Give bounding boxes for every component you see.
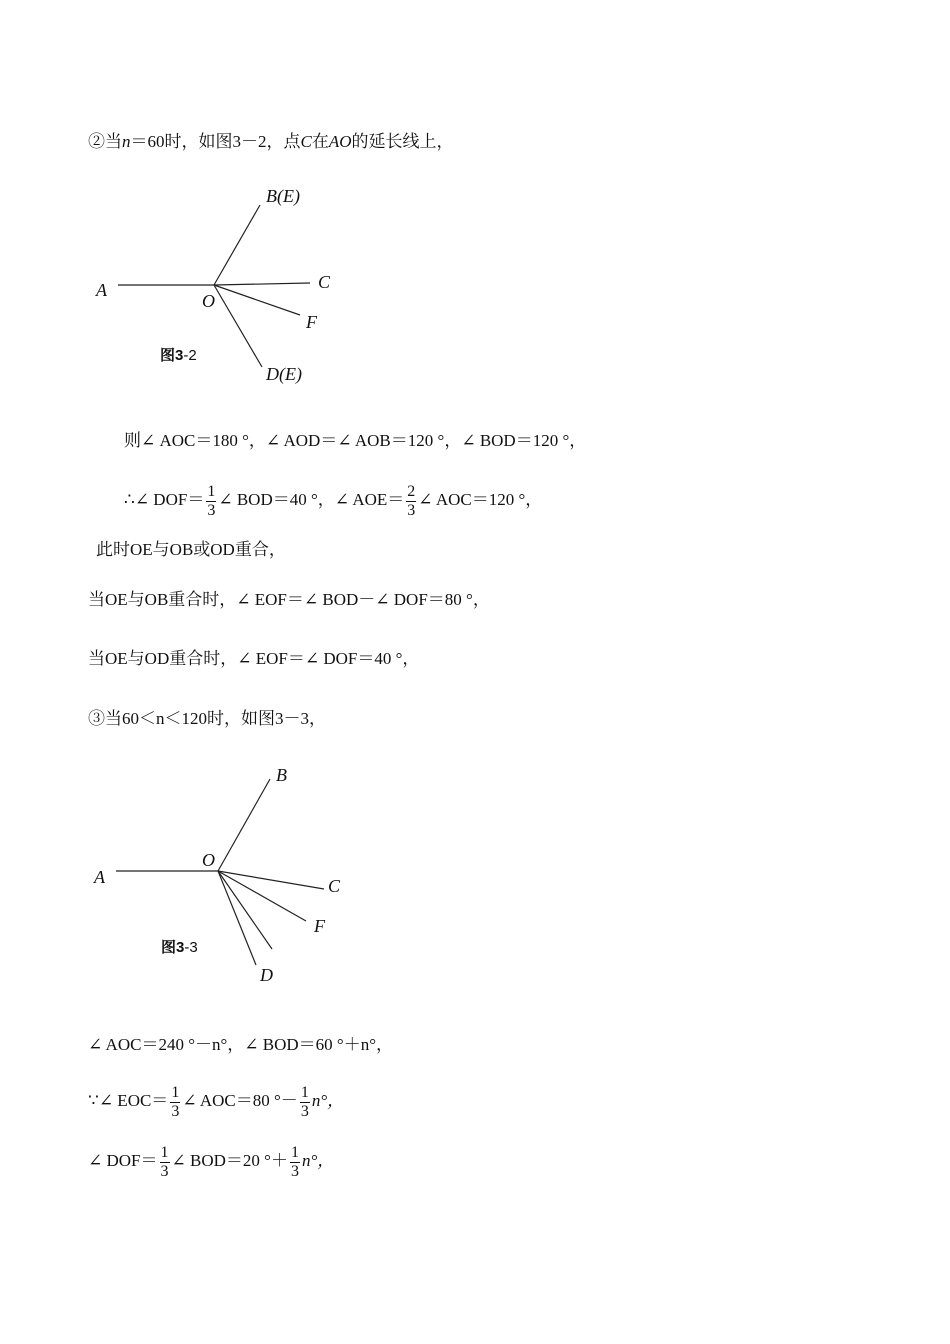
angles-in-n: ∠ AOC＝240 °－n°，∠ BOD＝60 °＋n°， xyxy=(88,1035,394,1054)
fraction-one-third: $\frac{1}{3}$ xyxy=(290,1143,299,1180)
caption-3-3: 图3-3 xyxy=(161,939,198,956)
fraction-one-third: $\frac{1}{3}$ xyxy=(300,1083,309,1120)
ray-ob xyxy=(214,205,260,285)
angles-statement: 则∠ AOC＝180 °，∠ AOD＝∠ AOB＝120 °，∠ BOD＝120 °， xyxy=(124,431,587,450)
caption-3-2: 图3-2 xyxy=(160,347,197,364)
fraction-one-third: $\frac{1}{3}$ xyxy=(171,1083,180,1120)
label-o: O xyxy=(202,850,215,870)
because-statement: ∵∠ EOC＝ $\frac{1}{3}$ ∠ AOC＝80 °－ $\frac{1}{3}$ n°， xyxy=(88,1083,345,1120)
label-f: F xyxy=(314,916,325,936)
label-b-e: B(E) xyxy=(266,186,300,206)
figure-3-3 xyxy=(90,755,360,995)
coincide-statement: 此时OE与OB或OD重合， xyxy=(96,540,286,559)
label-c: C xyxy=(318,272,331,292)
ray-oc xyxy=(214,283,310,285)
oe-od-case: 当OE与OD重合时，∠ EOF＝∠ DOF＝40 °， xyxy=(88,649,420,668)
label-f: F xyxy=(306,312,317,332)
therefore-statement: ∴∠ DOF＝ $\frac{1}{3}$ ∠ BOD＝40 °，∠ AOE＝ $\frac{2}{3}$ ∠ AOC＝120 °， xyxy=(124,482,543,519)
fraction-two-thirds: $\frac{2}{3}$ xyxy=(407,482,416,519)
dof-statement: ∠ DOF＝ $\frac{1}{3}$ ∠ BOD＝20 °＋ $\frac{1}{3}$ n°， xyxy=(88,1143,335,1180)
label-d: D xyxy=(260,965,273,985)
ray-of xyxy=(214,285,300,315)
fraction-one-third: $\frac{1}{3}$ xyxy=(160,1143,169,1180)
figure-3-2 xyxy=(90,175,350,395)
ray-ob xyxy=(218,779,270,871)
case-3-intro: ③当60＜n＜120时，如图3－3， xyxy=(88,709,326,728)
fraction-one-third: $\frac{1}{3}$ xyxy=(207,482,216,519)
label-b: B xyxy=(276,765,287,785)
label-a: A xyxy=(96,280,107,300)
label-o: O xyxy=(202,291,215,311)
label-c: C xyxy=(328,876,341,896)
label-d-e: D(E) xyxy=(266,364,302,384)
case-2-intro: ②当n＝60时，如图3－2，点C在AO的延长线上， xyxy=(88,132,454,151)
oe-ob-case: 当OE与OB重合时，∠ EOF＝∠ BOD－∠ DOF＝80 °， xyxy=(88,590,490,609)
label-a: A xyxy=(94,867,105,887)
ray-od xyxy=(214,285,262,367)
